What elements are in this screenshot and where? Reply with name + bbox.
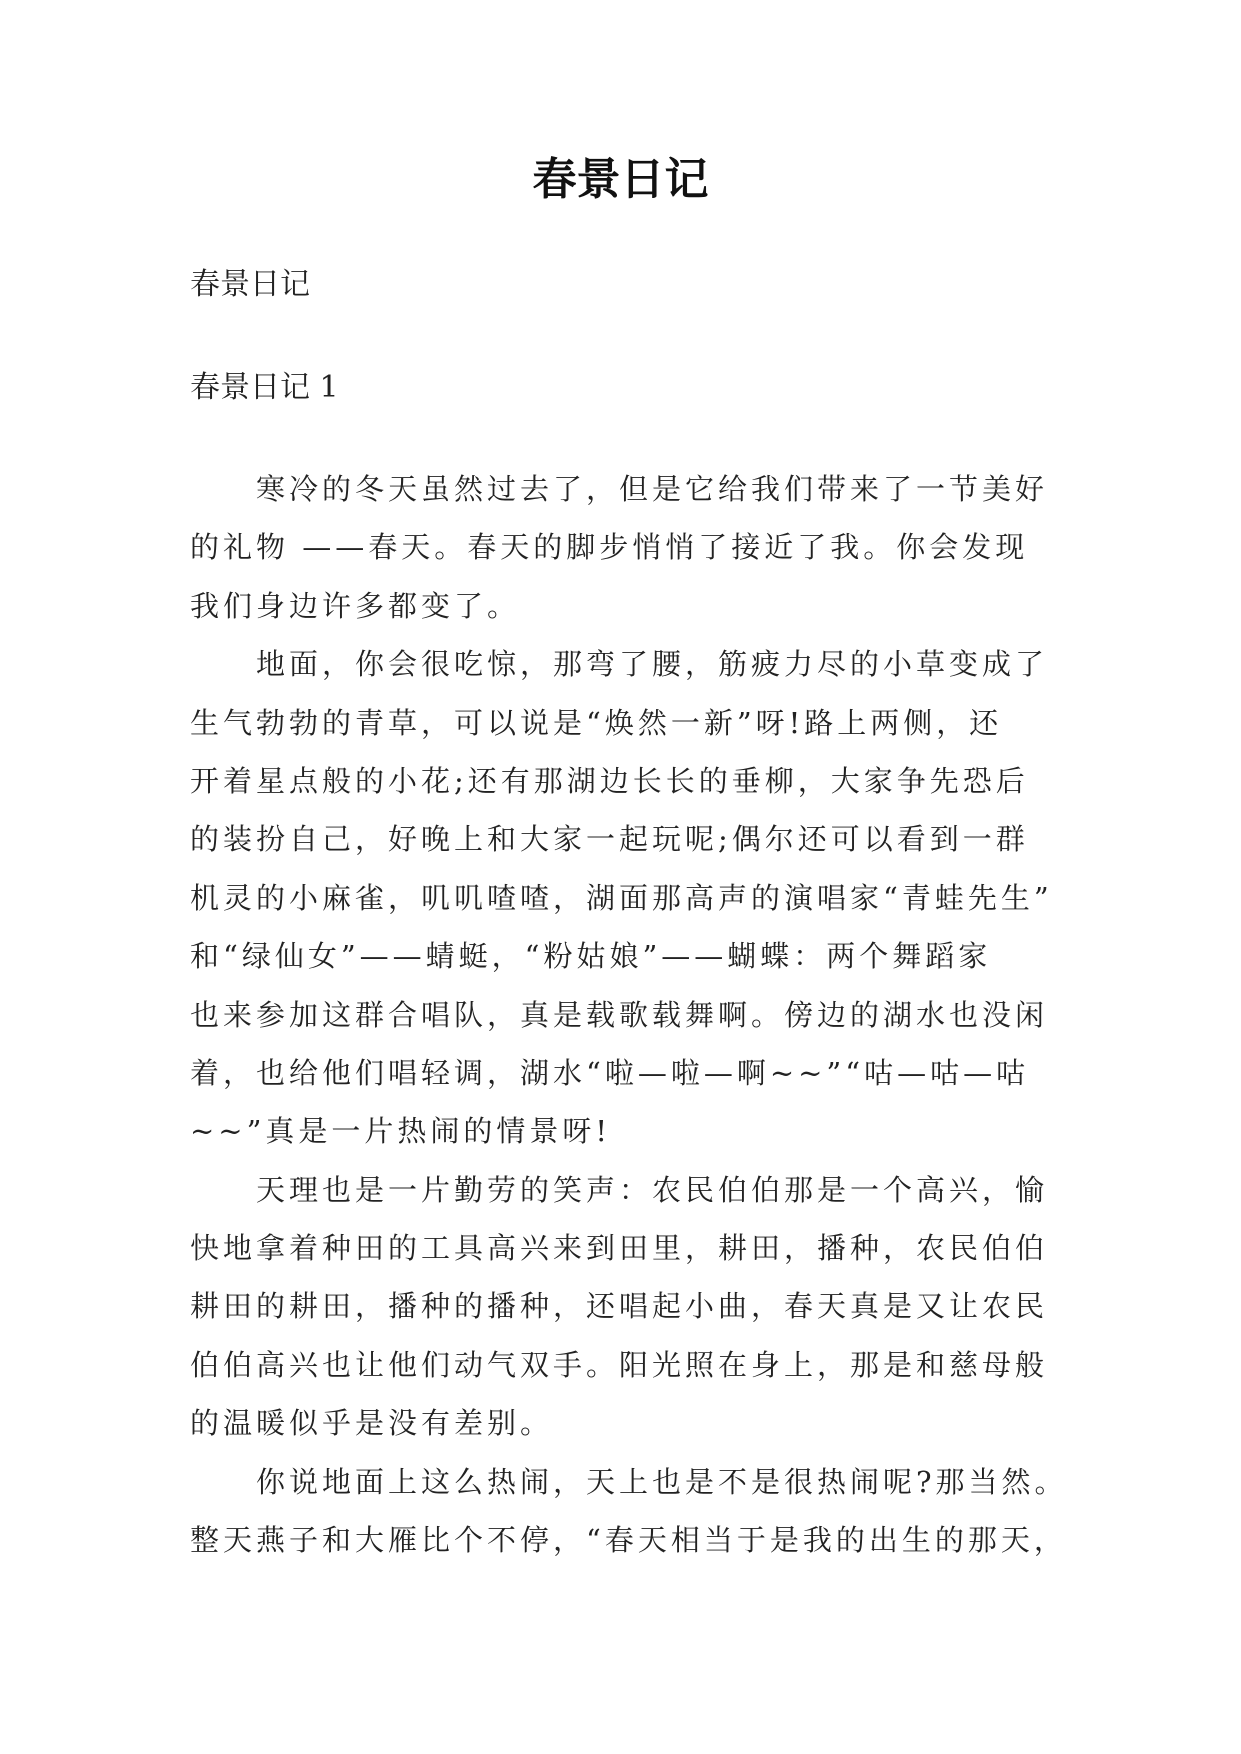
text-line: 生气勃勃的青草，可以说是“焕然一新”呀!路上两侧，还 bbox=[190, 705, 1003, 740]
text-line: 地面，你会很吃惊，那弯了腰，筋疲力尽的小草变成了 bbox=[256, 647, 1049, 682]
text-line: 也来参加这群合唱队，真是载歌载舞啊。傍边的湖水也没闲 bbox=[190, 997, 1049, 1032]
text-line: 开着星点般的小花;还有那湖边长长的垂柳，大家争先恐后 bbox=[190, 763, 1029, 798]
text-line: 整天燕子和大雁比个不停，“春天相当于是我的出生的那天， bbox=[190, 1523, 1067, 1558]
text-line: 的装扮自己，好晚上和大家一起玩呢;偶尔还可以看到一群 bbox=[190, 822, 1029, 857]
text-line: 快地拿着种田的工具高兴来到田里，耕田，播种，农民伯伯 bbox=[190, 1231, 1049, 1266]
section-heading: 春景日记 bbox=[190, 267, 310, 302]
text-line: ~~”真是一片热闹的情景呀! bbox=[190, 1114, 612, 1149]
document-title: 春景日记 bbox=[532, 154, 709, 205]
text-line: 耕田的耕田，播种的播种，还唱起小曲，春天真是又让农民 bbox=[190, 1289, 1049, 1324]
text-line: 我们身边许多都变了。 bbox=[190, 588, 521, 623]
text-line: 着，也给他们唱轻调，湖水“啦—啦—啊~~”“咕—咕—咕 bbox=[190, 1055, 1030, 1090]
text-line: 的温暖似乎是没有差别。 bbox=[190, 1406, 554, 1441]
text-line: 寒冷的冬天虽然过去了，但是它给我们带来了一节美好 bbox=[256, 472, 1049, 506]
document-body bbox=[190, 460, 1068, 1569]
text-line: 天理也是一片勤劳的笑声：农民伯伯那是一个高兴，愉 bbox=[256, 1172, 1049, 1207]
text-line: 和“绿仙女”——蜻蜓，“粉姑娘”——蝴蝶：两个舞蹈家 bbox=[190, 939, 992, 974]
text-line: 伯伯高兴也让他们动气双手。阳光照在身上，那是和慈母般 bbox=[190, 1347, 1049, 1382]
text-line: 的礼物 ——春天。春天的脚步悄悄了接近了我。你会发现 bbox=[190, 530, 1029, 565]
text-line: 你说地面上这么热闹，天上也是不是很热闹呢?那当然。 bbox=[256, 1464, 1068, 1499]
diary-entry-heading: 春景日记 1 bbox=[190, 370, 339, 405]
text-line: 机灵的小麻雀，叽叽喳喳，湖面那高声的演唱家“青蛙先生” bbox=[190, 880, 1053, 915]
